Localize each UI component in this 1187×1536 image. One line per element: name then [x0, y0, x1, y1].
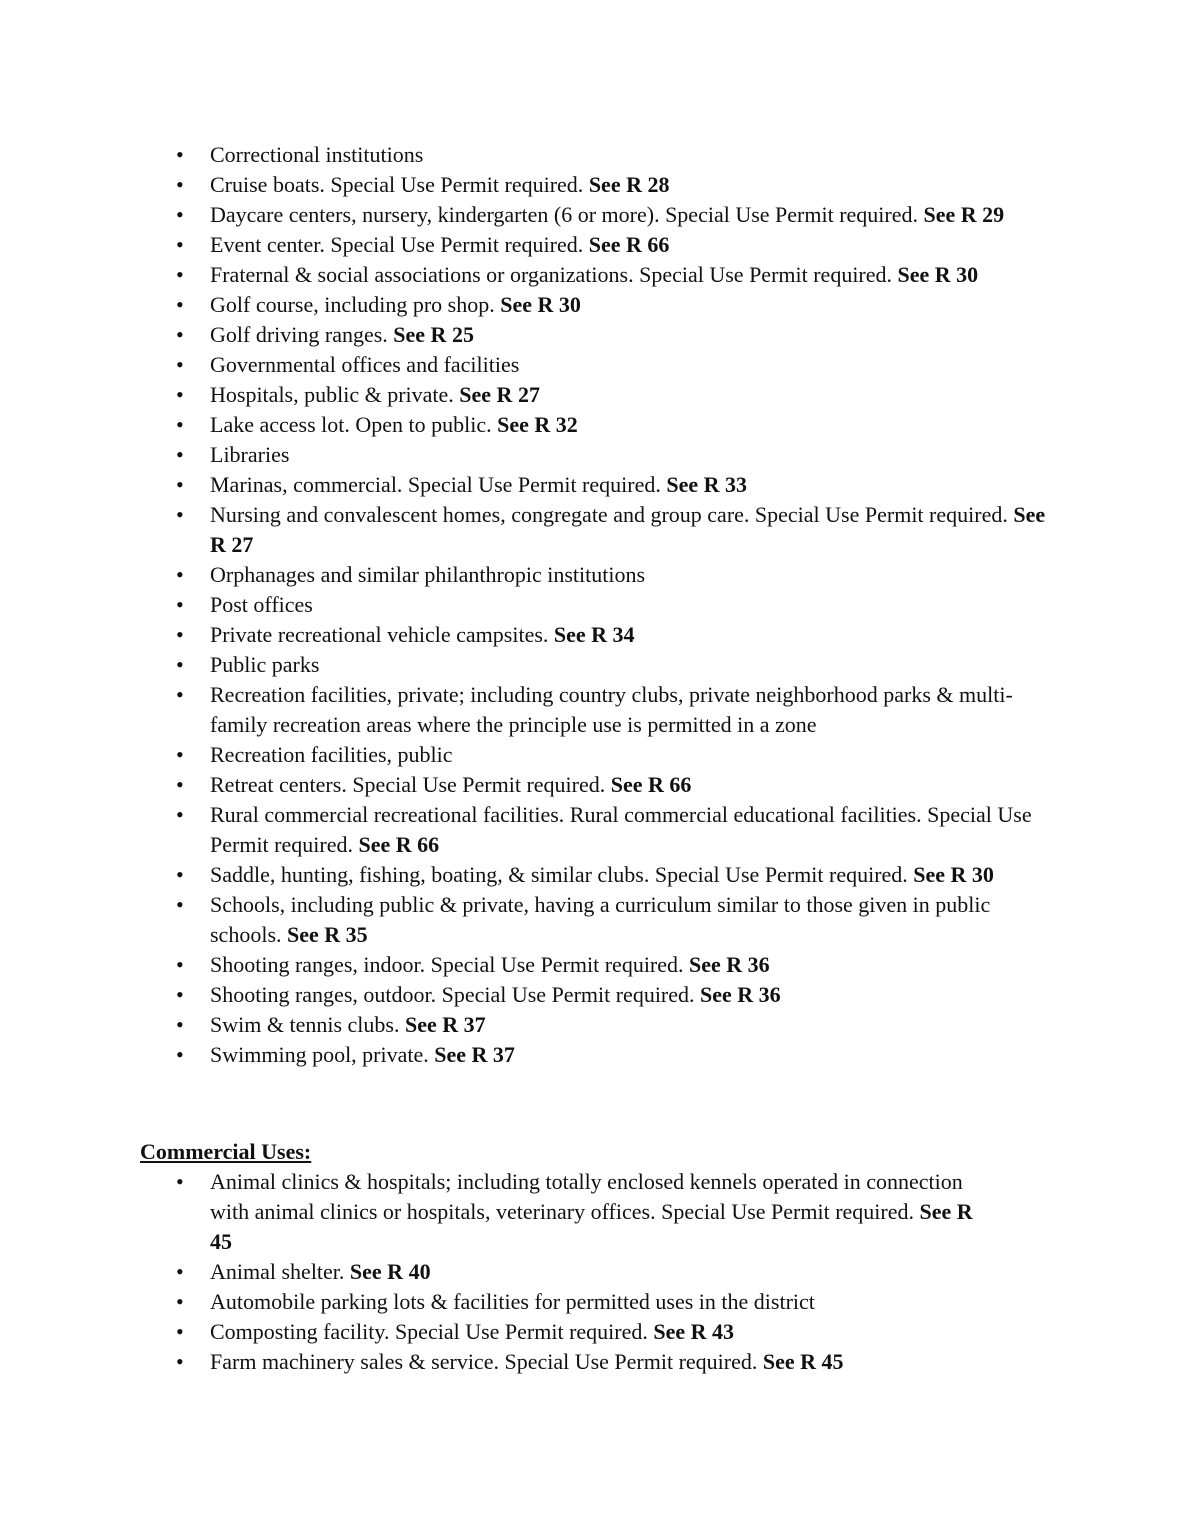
bullet-icon: • — [176, 292, 184, 317]
list-item — [176, 680, 1056, 740]
rule-reference: See R 45 — [762, 1349, 844, 1374]
list-item — [176, 200, 1056, 230]
rule-reference: See R 33 — [666, 472, 748, 497]
bullet-icon: • — [176, 682, 184, 707]
use-text: Swimming pool, private. — [210, 1042, 435, 1067]
bullet-icon: • — [176, 1349, 184, 1374]
list-item — [176, 1317, 1056, 1347]
rule-reference: See R 35 — [287, 922, 368, 947]
use-text: Animal clinics & hospitals; including totally enclosed kennels operated in connection with animal clinics or hospitals, veterinary offices. Special Use Permit required. — [210, 1169, 963, 1224]
bullet-icon: • — [176, 892, 184, 917]
use-text: Golf course, including pro shop. — [210, 292, 501, 317]
commercial-uses-heading: Commercial Uses: — [140, 1139, 312, 1164]
bullet-icon: • — [176, 802, 184, 827]
bullet-icon: • — [176, 1319, 184, 1344]
bullet-icon: • — [176, 352, 184, 377]
rule-reference: See R 66 — [588, 232, 670, 257]
list-item — [176, 500, 1056, 560]
list-item — [176, 290, 1056, 320]
use-text: Automobile parking lots & facilities for permitted uses in the district — [210, 1289, 815, 1314]
list-item — [176, 590, 1056, 620]
rule-reference: See R 40 — [349, 1259, 431, 1284]
use-text: Daycare centers, nursery, kindergarten (6 or more). Special Use Permit required. — [210, 202, 924, 227]
rule-reference: See R 30 — [500, 292, 581, 317]
use-text: Schools, including public & private, having a curriculum similar to those given in public schools. — [210, 892, 991, 947]
use-text: Fraternal & social associations or organizations. Special Use Permit required. — [210, 262, 898, 287]
list-item — [176, 1010, 1056, 1040]
list-item — [176, 380, 1056, 410]
use-text: Event center. Special Use Permit required. — [210, 232, 589, 257]
bullet-icon: • — [176, 742, 184, 767]
rule-reference: See R 28 — [588, 172, 670, 197]
rule-reference: See R 43 — [653, 1319, 735, 1344]
institutional-uses-list — [176, 140, 1056, 1070]
list-item — [176, 1257, 1056, 1287]
bullet-icon: • — [176, 772, 184, 797]
rule-reference: See R 36 — [689, 952, 770, 977]
use-text: Nursing and convalescent homes, congregate and group care. Special Use Permit required. — [210, 502, 1014, 527]
list-item — [176, 350, 1056, 380]
use-text: Shooting ranges, indoor. Special Use Permit required. — [210, 952, 690, 977]
use-text: Lake access lot. Open to public. — [210, 412, 498, 437]
bullet-icon: • — [176, 1042, 184, 1067]
list-item — [176, 1347, 1056, 1377]
list-item — [176, 620, 1056, 650]
rule-reference: See R 37 — [434, 1042, 515, 1067]
use-text: Governmental offices and facilities — [210, 352, 520, 377]
bullet-icon: • — [176, 262, 184, 287]
rule-reference: See R 27 — [459, 382, 540, 407]
list-item — [176, 1040, 1056, 1070]
use-text: Composting facility. Special Use Permit required. — [210, 1319, 654, 1344]
rule-reference: See R 25 — [393, 322, 474, 347]
bullet-icon: • — [176, 1259, 184, 1284]
rule-reference: See R 30 — [897, 262, 979, 287]
bullet-icon: • — [176, 412, 184, 437]
bullet-icon: • — [176, 982, 184, 1007]
bullet-icon: • — [176, 952, 184, 977]
use-text: Animal shelter. — [210, 1259, 350, 1284]
use-text: Retreat centers. Special Use Permit required. — [210, 772, 611, 797]
bullet-icon: • — [176, 1289, 184, 1314]
bullet-icon: • — [176, 1169, 184, 1194]
bullet-icon: • — [176, 1012, 184, 1037]
list-item — [176, 800, 1056, 860]
commercial-uses-list — [176, 1167, 1056, 1377]
use-text: Private recreational vehicle campsites. — [210, 622, 554, 647]
list-item — [176, 740, 1056, 770]
list-item — [176, 440, 1056, 470]
list-item — [176, 170, 1056, 200]
list-item — [176, 1287, 1056, 1317]
rule-reference: See R 37 — [404, 1012, 486, 1037]
bullet-icon: • — [176, 202, 184, 227]
bullet-icon: • — [176, 622, 184, 647]
use-text: Cruise boats. Special Use Permit required. — [210, 172, 589, 197]
list-item — [176, 770, 1056, 800]
rule-reference: See R 36 — [700, 982, 781, 1007]
bullet-icon: • — [176, 502, 184, 527]
use-text: Recreation facilities, private; including country clubs, private neighborhood parks & multi-family recreation areas where the principle use is permitted in a zone — [210, 682, 1013, 737]
list-item — [176, 470, 1056, 500]
use-text: Orphanages and similar philanthropic institutions — [210, 562, 646, 587]
bullet-icon: • — [176, 442, 184, 467]
rule-reference: See R 66 — [610, 772, 692, 797]
list-item — [176, 980, 1056, 1010]
list-item — [176, 650, 1056, 680]
use-text: Swim & tennis clubs. — [210, 1012, 405, 1037]
list-item — [176, 410, 1056, 440]
list-item — [176, 890, 1056, 950]
use-text: Recreation facilities, public — [210, 742, 453, 767]
use-text: Farm machinery sales & service. Special Use Permit required. — [210, 1349, 763, 1374]
use-text: Public parks — [210, 652, 320, 677]
use-text: Marinas, commercial. Special Use Permit required. — [210, 472, 667, 497]
use-text: Correctional institutions — [210, 142, 424, 167]
bullet-icon: • — [176, 322, 184, 347]
rule-reference: See R 34 — [553, 622, 635, 647]
use-text: Libraries — [210, 442, 290, 467]
list-item — [176, 860, 1056, 890]
list-item — [176, 140, 1056, 170]
use-text: Rural commercial recreational facilities. Rural commercial educational facilities. Special Use Permit required. — [210, 802, 1032, 857]
rule-reference: See R 30 — [913, 862, 994, 887]
rule-reference: See R 27 — [210, 502, 1046, 557]
bullet-icon: • — [176, 862, 184, 887]
bullet-icon: • — [176, 142, 184, 167]
use-text: Shooting ranges, outdoor. Special Use Permit required. — [210, 982, 701, 1007]
use-text: Post offices — [210, 592, 313, 617]
list-item — [176, 1167, 1056, 1257]
rule-reference: See R 45 — [210, 1199, 973, 1254]
list-item — [176, 560, 1056, 590]
use-text: Saddle, hunting, fishing, boating, & similar clubs. Special Use Permit required. — [210, 862, 914, 887]
list-item — [176, 260, 1056, 290]
bullet-icon: • — [176, 652, 184, 677]
bullet-icon: • — [176, 172, 184, 197]
rule-reference: See R 32 — [497, 412, 578, 437]
bullet-icon: • — [176, 472, 184, 497]
bullet-icon: • — [176, 232, 184, 257]
rule-reference: See R 29 — [923, 202, 1005, 227]
use-text: Hospitals, public & private. — [210, 382, 460, 407]
list-item — [176, 950, 1056, 980]
bullet-icon: • — [176, 592, 184, 617]
use-text: Golf driving ranges. — [210, 322, 394, 347]
rule-reference: See R 66 — [358, 832, 440, 857]
list-item — [176, 320, 1056, 350]
bullet-icon: • — [176, 562, 184, 587]
bullet-icon: • — [176, 382, 184, 407]
list-item — [176, 230, 1056, 260]
